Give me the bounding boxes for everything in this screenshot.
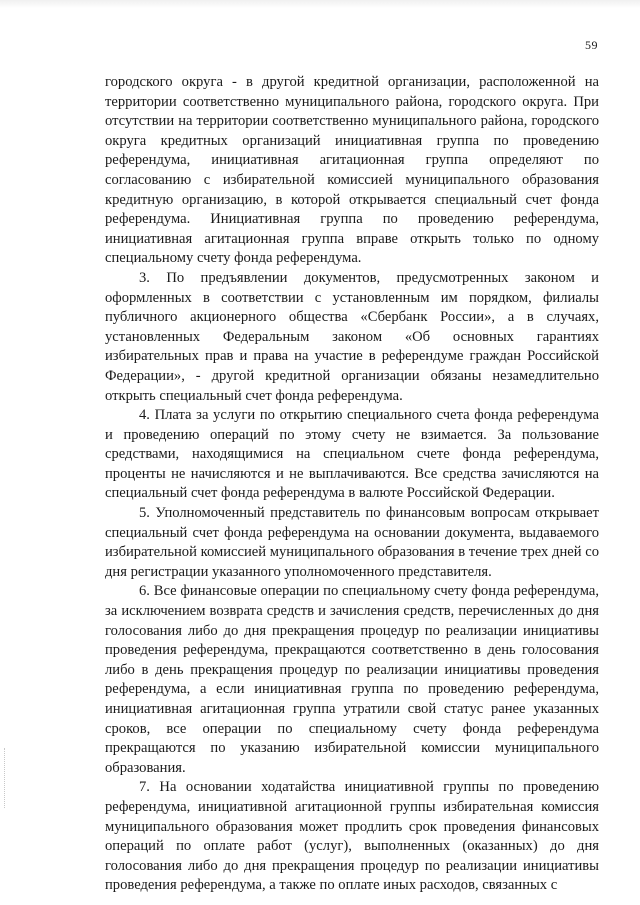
page-number: 59 [585,38,598,52]
paragraph-3: 3. По предъявлении документов, предусмотренных законом и оформленных в соответствии с установленным им порядком, филиалы публичного акционерного общества «Сбербанк России», а в случаях, установленных Федеральным законом «Об основных гарантиях избирательных прав и права на участие в референдуме граждан Российской Федерации», - другой кредитной организации обязаны незамедлительно открыть специальный счет фонда референдума. [105,269,599,404]
scan-margin-artifact [4,748,9,808]
document-body [105,73,599,896]
paragraph-6: 6. Все финансовые операции по специальному счету фонда референдума, за исключением возврата средств и зачисления средств, перечисленных до дня голосования либо до дня прекращения процедур по реализации инициативы проведения референдума, прекращаются соответственно в день голосования либо в день прекращения процедур по реализации инициативы проведения референдума, а если инициативная группа по проведению референдума, инициативная агитационная группа утратили свой статус ранее указанных сроков, все операции по специальному счету фонда референдума прекращаются по указанию избирательной комиссии муниципального образования. [105,583,599,776]
paragraph-5: 5. Уполномоченный представитель по финансовым вопросам открывает специальный счет фонда референдума на основании документа, выдаваемого избирательной комиссией муниципального образования в течение трех дней со дня регистрации указанного уполномоченного представителя. [105,505,599,580]
scan-edge [0,0,640,8]
paragraph-7: 7. На основании ходатайства инициативной группы по проведению референдума, инициативной агитационной группы избирательная комиссия муниципального образования может продлить срок проведения финансовых операций по оплате работ (услуг), выполненных (оказанных) до дня голосования либо до дня прекращения процедур по реализации инициативы проведения референдума, а также по оплате иных расходов, связанных с [105,779,599,894]
paragraph-4: 4. Плата за услуги по открытию специального счета фонда референдума и проведению операций по этому счету не взимается. За пользование средствами, находящимися на специальном счете фонда референдума, проценты не начисляются и не выплачиваются. Все средства зачисляются на специальный счет фонда референдума в валюте Российской Федерации. [105,407,599,502]
paragraph-continuation: городского округа - в другой кредитной организации, расположенной на территории соответственно муниципального района, городского округа. При отсутствии на территории соответственно муниципального района, городского округа кредитных организаций инициативная группа по проведению референдума, инициативная агитационная группа определяют по согласованию с избирательной комиссией муниципального образования кредитную организацию, в которой открывается специальный счет фонда референдума. Инициативная группа по проведению референдума, инициативная агитационная группа вправе открыть только по одному специальному счету фонда референдума. [105,74,599,267]
